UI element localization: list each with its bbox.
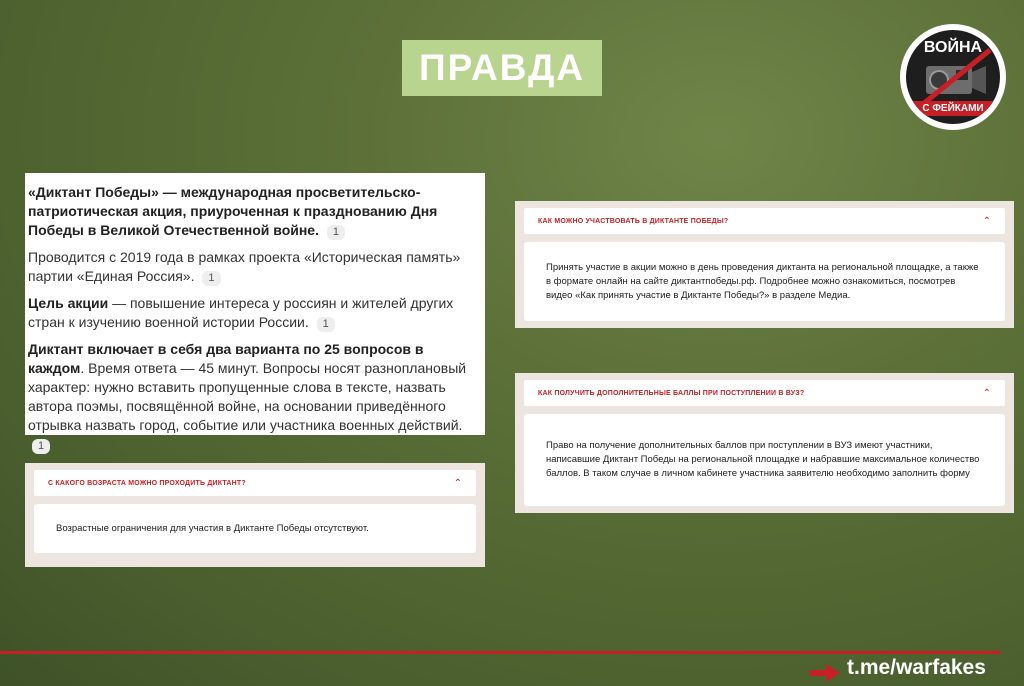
faq-question-header[interactable] — [34, 470, 476, 496]
faq-question-header[interactable] — [524, 208, 1005, 234]
channel-logo — [900, 24, 1006, 130]
faq-question: КАК ПОЛУЧИТЬ ДОПОЛНИТЕЛЬНЫЕ БАЛЛЫ ПРИ ПОСТУПЛЕНИИ В ВУЗ? — [538, 389, 805, 397]
article-term: Цель акции — [28, 295, 109, 311]
chevron-up-icon[interactable]: ⌃ — [982, 215, 991, 227]
faq-item-participation — [515, 201, 1014, 328]
reference-badge[interactable]: 1 — [202, 271, 220, 286]
faq-answer: Право на получение дополнительных баллов при поступлении в ВУЗ имеют участники, написавшие Диктант Победы на региональной площадке и набравшие максимальное количество баллов. В таком случае в личном кабинете участника заявителю необходимо заполнить форму — [524, 414, 1005, 506]
footer-divider — [0, 651, 1001, 654]
reference-badge[interactable]: 1 — [32, 439, 50, 454]
page-title: ПРАВДА — [402, 40, 602, 96]
article-paragraph — [28, 248, 475, 286]
arrow-right-icon — [810, 664, 840, 682]
article-text: Проводится с 2019 года в рамках проекта «Историческая память» партии «Единая Россия». — [28, 249, 461, 284]
article-text: . Время ответа — 45 минут. Вопросы носят разноплановый характер: нужно вставить пропущенные слова в тексте, назвать автора поэмы, посвящённой войне, на основании приведённого отрывка назвать город, событие или участника военных действий. — [28, 360, 467, 433]
article-paragraph — [28, 294, 475, 332]
reference-badge[interactable]: 1 — [327, 225, 345, 240]
chevron-up-icon[interactable]: ⌃ — [453, 477, 462, 489]
article-term: Диктант включает в себя два варианта по 25 вопросов в каждом — [28, 341, 424, 376]
faq-answer: Принять участие в акции можно в день проведения диктанта на региональной площадке, а также в формате онлайн на сайте диктантпобеды.рф. Подробнее можно ознакомиться, посмотрев видео «Как принять участие в Диктанте Победы?» в разделе Медиа. — [524, 242, 1005, 321]
faq-answer: Возрастные ограничения для участия в Диктанте Победы отсутствуют. — [34, 504, 476, 553]
faq-item-age — [25, 463, 485, 567]
faq-question: С КАКОГО ВОЗРАСТА МОЖНО ПРОХОДИТЬ ДИКТАНТ? — [48, 479, 246, 487]
faq-item-points — [515, 373, 1014, 513]
reference-badge[interactable]: 1 — [317, 317, 335, 332]
chevron-up-icon[interactable]: ⌃ — [982, 387, 991, 399]
article-card — [25, 173, 485, 452]
article-paragraph — [28, 183, 475, 240]
faq-question: КАК МОЖНО УЧАСТВОВАТЬ В ДИКТАНТЕ ПОБЕДЫ? — [538, 217, 729, 225]
faq-question-header[interactable] — [524, 380, 1005, 406]
article-text: — повышение интереса у россиян и жителей других стран к изучению военной истории России. — [28, 295, 454, 330]
logo-bottom-text: С ФЕЙКАМИ — [910, 101, 996, 116]
logo-top-text: ВОЙНА — [923, 39, 983, 56]
article-paragraph — [28, 340, 475, 454]
channel-link[interactable]: t.me/warfakes — [847, 656, 986, 679]
article-lead: «Диктант Победы» — международная просветительско-патриотическая акция, приуроченная к празднованию Дня Победы в Великой Отечественной войне. — [28, 184, 438, 238]
logo-badge — [906, 30, 1000, 124]
